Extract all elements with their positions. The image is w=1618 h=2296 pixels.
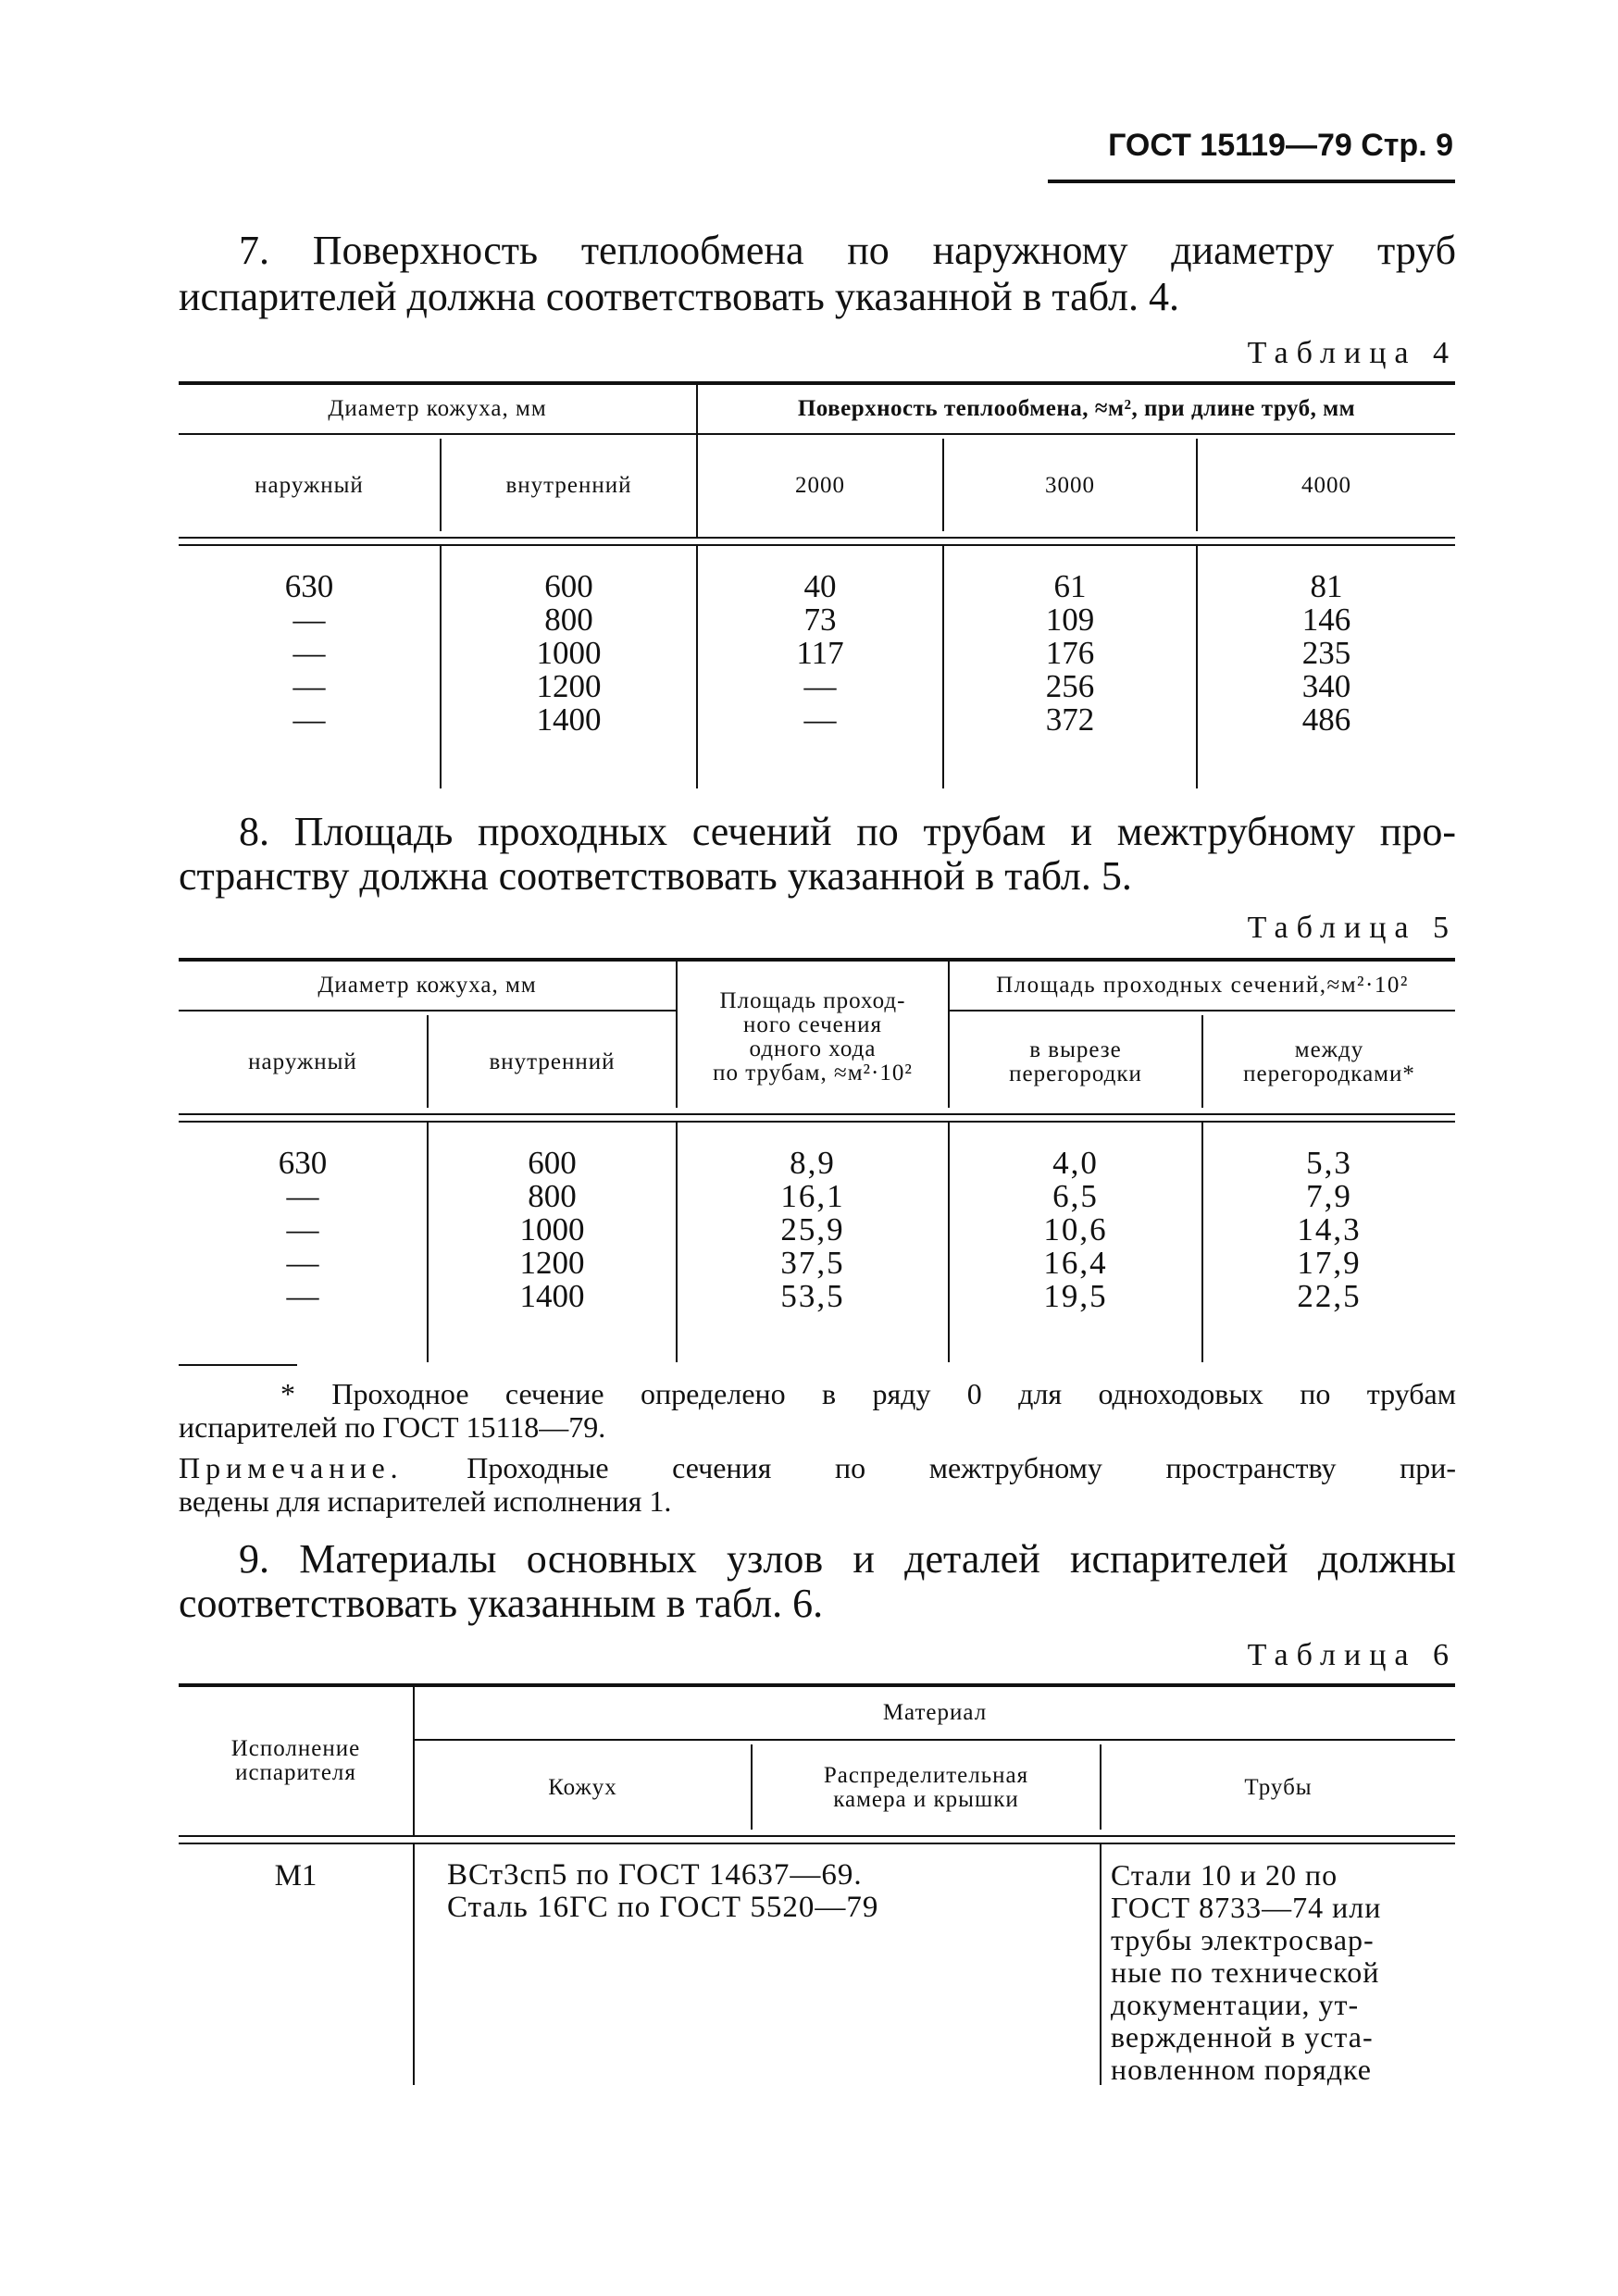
- section-9-line-1: 9. Материалы основных узлов и деталей испарителей должны: [239, 1536, 1456, 1582]
- table-cell: 25,9: [780, 1211, 845, 1247]
- table-cell: 16,4: [1043, 1245, 1108, 1281]
- table-6-group-material: Материал: [882, 1700, 988, 1725]
- remark-label: Примечание.: [179, 1451, 404, 1484]
- table-6-col-shell: Кожух: [548, 1775, 617, 1800]
- remark-line-1: Примечание. Проходные сечения по межтрубному пространству при-: [179, 1451, 1457, 1484]
- table-cell: —: [286, 1245, 319, 1281]
- table-cell: 17,9: [1297, 1245, 1362, 1281]
- table-cell: 10,6: [1043, 1211, 1108, 1247]
- table-4-col-4000: 4000: [1301, 473, 1351, 498]
- table-cell: новленном порядке: [1111, 2053, 1372, 2086]
- table-5-col-area: [678, 963, 948, 1111]
- table-cell: 19,5: [1043, 1278, 1108, 1314]
- table-cell: 22,5: [1297, 1278, 1362, 1314]
- table-6-header-rule-2: [179, 1843, 1455, 1844]
- table-cell: 1200: [536, 668, 602, 704]
- table-cell: 109: [1045, 602, 1095, 638]
- table-cell: трубы электросвар-: [1111, 1923, 1375, 1956]
- table-4-caption: Таблица 4: [1247, 336, 1457, 370]
- table-6-col-chamber: [753, 1741, 1100, 1835]
- table-4-data-4000: [1198, 570, 1455, 737]
- table-cell: 235: [1301, 635, 1351, 671]
- header-line: перегородки: [1009, 1061, 1142, 1086]
- table-5-data-between: [1203, 1147, 1455, 1313]
- table-cell: 5,3: [1306, 1145, 1352, 1181]
- table-4-data-inner: [442, 570, 696, 737]
- table-cell: ВСт3сп5 по ГОСТ 14637—69.: [447, 1858, 863, 1892]
- table-5-group-sections: Площадь проходных сечений,≈м²·10²: [996, 973, 1409, 998]
- header-line: Распределительная: [823, 1763, 1029, 1788]
- table-cell: 1200: [519, 1245, 585, 1281]
- table-cell: Стали 10 и 20 по: [1111, 1858, 1338, 1892]
- header-line: одного хода: [749, 1036, 877, 1061]
- section-8-line-1: 8. Площадь проходных сечений по трубам и межтрубному про-: [239, 809, 1456, 854]
- section-8-line-2: странству должна соответствовать указанной в табл. 5.: [179, 853, 1132, 899]
- table-cell: 800: [528, 1178, 577, 1214]
- remark: [179, 1451, 1456, 1518]
- table-cell: 340: [1301, 668, 1351, 704]
- table-cell: 53,5: [780, 1278, 845, 1314]
- table-4: [179, 381, 1455, 788]
- table-cell: 600: [528, 1145, 577, 1181]
- header-line: Исполнение: [230, 1736, 361, 1761]
- table-cell: —: [292, 602, 326, 638]
- remark-line-2: ведены для испарителей исполнения 1.: [179, 1484, 672, 1518]
- table-6: [179, 1683, 1455, 2085]
- table-cell: —: [286, 1211, 319, 1247]
- footnote-rule: [179, 1364, 297, 1366]
- table-5-header-rule-2: [179, 1121, 1455, 1123]
- table-cell: 8,9: [790, 1145, 836, 1181]
- table-cell: —: [803, 701, 837, 738]
- header-line: камера и крышки: [833, 1787, 1019, 1812]
- header-rule: [1048, 180, 1455, 183]
- footnote: [179, 1377, 1456, 1444]
- table-5-group-diameter: Диаметр кожуха, мм: [317, 973, 537, 998]
- table-4-col-2000: 2000: [795, 473, 845, 498]
- section-9-line-2: соответствовать указанным в табл. 6.: [179, 1581, 824, 1626]
- header-line: по трубам, ≈м²·10²: [713, 1061, 913, 1086]
- table-cell: 61: [1053, 568, 1087, 604]
- table-cell: 1000: [519, 1211, 585, 1247]
- table-cell: 256: [1045, 668, 1095, 704]
- table-4-data-3000: [944, 570, 1196, 737]
- section-7-line-2: испарителей должна соответствовать указанной в табл. 4.: [179, 274, 1179, 319]
- table-cell: —: [292, 635, 326, 671]
- table-6-vline: [1100, 1844, 1101, 2085]
- table-5-col-baffle-cut: [950, 1011, 1201, 1113]
- table-5-data-inner: [429, 1147, 676, 1313]
- table-5-caption: Таблица 5: [1247, 911, 1457, 945]
- table-cell: 1400: [536, 701, 602, 738]
- table-5-data-cut: [950, 1147, 1201, 1313]
- table-4-col-3000: 3000: [1045, 473, 1095, 498]
- table-cell: 81: [1310, 568, 1343, 604]
- table-cell: 600: [544, 568, 593, 604]
- table-cell: 37,5: [780, 1245, 845, 1281]
- table-4-data-outer: [179, 570, 440, 737]
- table-cell: 146: [1301, 602, 1351, 638]
- table-6-cell-tubes: [1111, 1859, 1448, 2086]
- header-line: перегородками*: [1243, 1061, 1415, 1086]
- table-cell: 486: [1301, 701, 1351, 738]
- table-5: [179, 958, 1455, 1362]
- table-cell: документации, ут-: [1111, 1988, 1360, 2021]
- header-line: ного сечения: [742, 1012, 883, 1037]
- table-5-col-outer: наружный: [248, 1049, 357, 1074]
- header-line: в вырезе: [1029, 1037, 1122, 1062]
- table-cell: Сталь 16ГС по ГОСТ 5520—79: [447, 1891, 879, 1924]
- table-6-col-tubes: Трубы: [1244, 1775, 1313, 1800]
- table-4-header-rule-2: [179, 544, 1455, 546]
- table-cell: —: [292, 701, 326, 738]
- table-cell: 630: [278, 1145, 328, 1181]
- table-cell: 6,5: [1052, 1178, 1099, 1214]
- page-header: ГОСТ 15119—79 Стр. 9: [1108, 128, 1453, 163]
- header-line: испарителя: [235, 1760, 356, 1785]
- table-cell: 800: [544, 602, 593, 638]
- table-cell: —: [292, 668, 326, 704]
- table-cell: 176: [1045, 635, 1095, 671]
- table-4-group-surface: Поверхность теплообмена, ≈м², при длине труб, мм: [797, 396, 1356, 421]
- table-6-cell-shell: [447, 1859, 1095, 1924]
- footnote-line-1: * Проходное сечение определено в ряду 0 для одноходовых по трубам: [280, 1377, 1456, 1410]
- table-4-group-diameter: Диаметр кожуха, мм: [328, 396, 547, 421]
- table-6-cell-execution: М1: [274, 1859, 317, 1893]
- table-4-col-outer: наружный: [255, 473, 364, 498]
- table-cell: 4,0: [1052, 1145, 1099, 1181]
- table-cell: ГОСТ 8733—74 или: [1111, 1891, 1382, 1924]
- section-7-line-1: 7. Поверхность теплообмена по наружному диаметру труб: [239, 228, 1456, 273]
- table-5-data-outer: [179, 1147, 427, 1313]
- table-cell: —: [803, 668, 837, 704]
- table-5-col-inner: внутренний: [489, 1049, 616, 1074]
- table-5-data-area: [678, 1147, 948, 1313]
- table-6-caption: Таблица 6: [1247, 1638, 1457, 1672]
- table-cell: —: [286, 1278, 319, 1314]
- table-cell: 7,9: [1306, 1178, 1352, 1214]
- header-line: между: [1294, 1037, 1364, 1062]
- table-cell: 1400: [519, 1278, 585, 1314]
- table-cell: 40: [803, 568, 837, 604]
- table-4-header-rule-1: [179, 537, 1455, 539]
- table-cell: 630: [284, 568, 334, 604]
- table-5-header-rule-1: [179, 1113, 1455, 1115]
- table-6-header-rule-1: [179, 1835, 1455, 1837]
- footnote-line-2: испарителей по ГОСТ 15118—79.: [179, 1410, 606, 1444]
- table-cell: 16,1: [780, 1178, 845, 1214]
- table-cell: вержденной в уста-: [1111, 2020, 1374, 2054]
- table-6-vline: [413, 1844, 415, 2085]
- table-cell: —: [286, 1178, 319, 1214]
- table-cell: ные по технической: [1111, 1955, 1380, 1989]
- table-cell: 14,3: [1297, 1211, 1362, 1247]
- table-4-data-2000: [698, 570, 942, 737]
- table-cell: 73: [803, 602, 837, 638]
- table-cell: 1000: [536, 635, 602, 671]
- table-cell: 372: [1045, 701, 1095, 738]
- table-cell: 117: [796, 635, 844, 671]
- table-6-col-execution: [179, 1687, 413, 1835]
- header-line: Площадь проход-: [719, 988, 906, 1013]
- table-4-col-inner: внутренний: [505, 473, 632, 498]
- table-5-col-between: [1203, 1011, 1455, 1113]
